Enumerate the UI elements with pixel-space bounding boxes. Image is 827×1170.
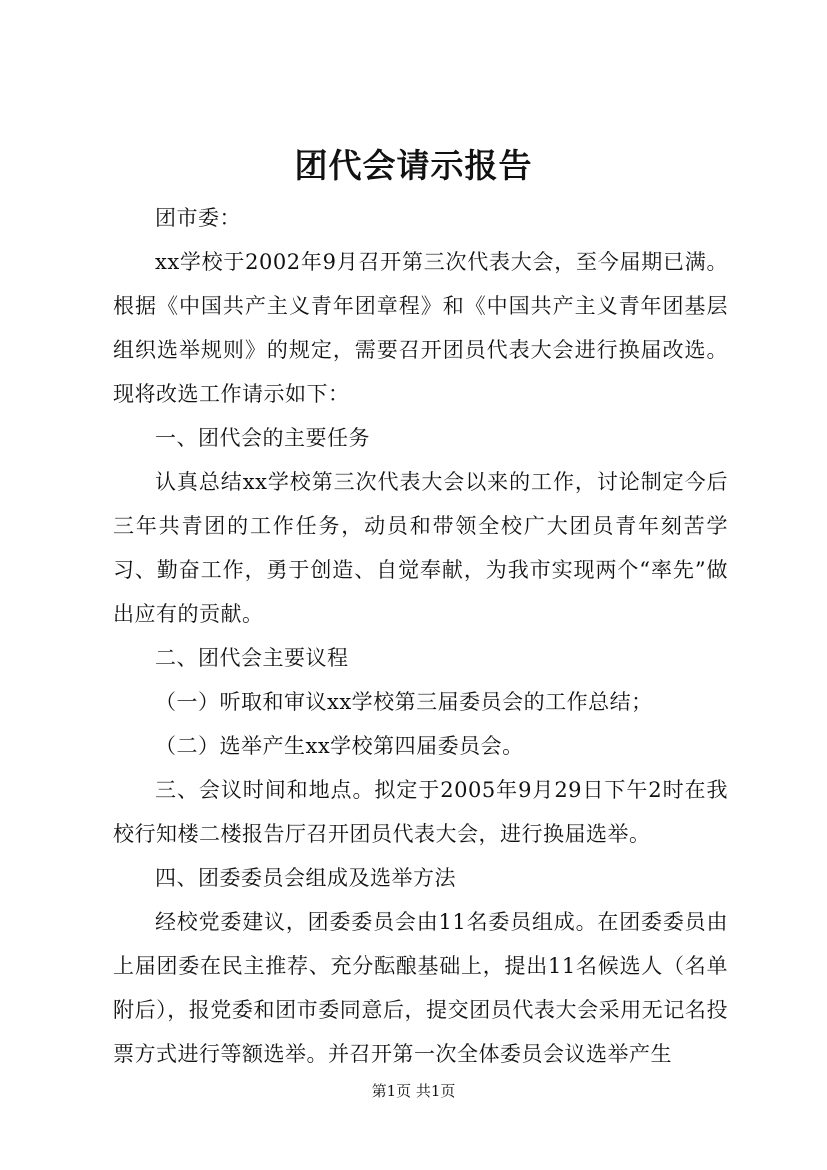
agenda-item: （一）听取和审议xx学校第三届委员会的工作总结；	[155, 690, 653, 714]
document-body	[113, 196, 728, 1076]
section-heading: 二、团代会主要议程	[155, 646, 349, 670]
body-paragraph: 经校党委建议，团委委员会由11名委员组成。在团委委员由上届团委在民主推荐、充分酝酿基础上，提出11名候选人（名单附后），报党委和团市委同意后，提交团员代表大会采用无记名投票方式进行等额选举。并召开第一次全体委员会议选举产生	[113, 910, 728, 1066]
section-heading: 四、团委委员会组成及选举方法	[155, 866, 456, 890]
page-footer: 第1页 共1页	[371, 1082, 456, 1100]
document-title: 团代会请示报告	[294, 146, 533, 185]
agenda-item: （二）选举产生xx学校第四届委员会。	[155, 734, 524, 758]
body-paragraph: xx学校于2002年9月召开第三次代表大会，至今届期已满。根据《中国共产主义青年团章程》和《中国共产主义青年团基层组织选举规则》的规定，需要召开团员代表大会进行换届改选。现将改选工作请示如下：	[113, 250, 728, 406]
salutation: 团市委：	[155, 206, 241, 230]
body-paragraph: 三、会议时间和地点。拟定于2005年9月29日下午2时在我校行知楼二楼报告厅召开团员代表大会，进行换届选举。	[113, 778, 728, 846]
body-paragraph: 认真总结xx学校第三次代表大会以来的工作，讨论制定今后三年共青团的工作任务，动员和带领全校广大团员青年刻苦学习、勤奋工作，勇于创造、自觉奉献，为我市实现两个“率先”做出应有的贡献。	[113, 470, 728, 626]
section-heading: 一、团代会的主要任务	[155, 426, 370, 450]
